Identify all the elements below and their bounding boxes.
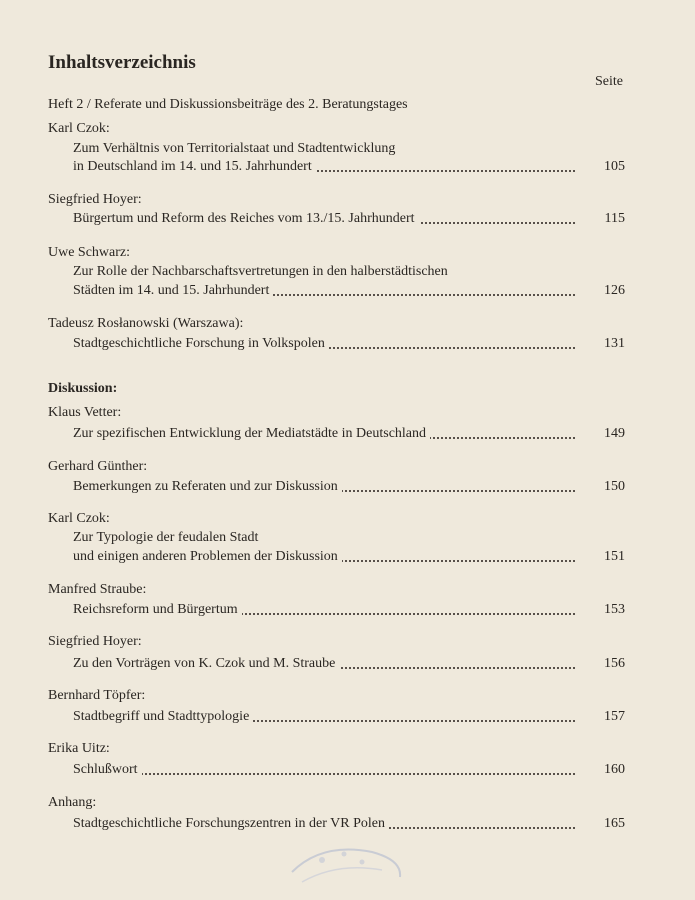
toc-entry	[73, 762, 625, 778]
entry-title-line: Zu den Vorträgen von K. Czok und M. Straube	[73, 656, 339, 671]
entry-title-line: Stadtgeschichtliche Forschungszentren in der VR Polen	[73, 816, 389, 831]
entry-title-line: Schlußwort	[73, 762, 142, 777]
entry-title-line: Zur Rolle der Nachbarschaftsvertretungen in den halberstädtischen	[73, 264, 625, 280]
entry-title-line: Zum Verhältnis von Territorialstaat und Stadtentwicklung	[73, 141, 625, 157]
page-column-label: Seite	[595, 74, 623, 89]
toc-entry	[73, 426, 625, 442]
entry-page-number: 150	[598, 479, 625, 495]
entry-page-number: 126	[598, 283, 625, 299]
heft-heading: Heft 2 / Referate und Diskussionsbeiträge des 2. Beratungstages	[48, 97, 408, 112]
entry-title-line: Zur Typologie der feudalen Stadt	[73, 530, 625, 546]
toc-entry	[73, 602, 625, 618]
entry-page-number: 165	[598, 816, 625, 832]
toc-entry	[73, 816, 625, 832]
entry-page-number: 160	[598, 762, 625, 778]
entry-page-number: 105	[598, 159, 625, 175]
entry-title-line: Städten im 14. und 15. Jahrhundert	[73, 283, 273, 298]
entry-author: Erika Uitz:	[48, 741, 110, 756]
entry-author: Anhang:	[48, 795, 97, 810]
toc-entry	[73, 656, 625, 672]
toc-entry	[73, 709, 625, 725]
entry-page-number: 115	[599, 211, 625, 227]
toc-entry	[73, 159, 625, 175]
entry-title-line: Stadtgeschichtliche Forschung in Volkspolen	[73, 336, 329, 351]
entry-page-number: 149	[598, 426, 625, 442]
entry-page-number: 157	[598, 709, 625, 725]
entry-author: Siegfried Hoyer:	[48, 192, 142, 207]
entry-title-line: Bemerkungen zu Referaten und zur Diskussion	[73, 479, 342, 494]
entry-title-line: Zur spezifischen Entwicklung der Mediatstädte in Deutschland	[73, 426, 430, 441]
entry-page-number: 131	[598, 336, 625, 352]
entry-author: Karl Czok:	[48, 511, 110, 526]
entry-page-number: 156	[598, 656, 625, 672]
entry-author: Bernhard Töpfer:	[48, 688, 146, 703]
entry-title-line: in Deutschland im 14. und 15. Jahrhundert	[73, 159, 316, 174]
entry-author: Siegfried Hoyer:	[48, 634, 142, 649]
entry-author: Manfred Straube:	[48, 582, 147, 597]
entry-author: Gerhard Günther:	[48, 459, 148, 474]
entry-title-line: Bürgertum und Reform des Reiches vom 13./15. Jahrhundert	[73, 211, 419, 226]
page-title: Inhaltsverzeichnis	[48, 52, 196, 73]
entry-author: Klaus Vetter:	[48, 405, 122, 420]
discussion-heading: Diskussion:	[48, 381, 118, 396]
entry-page-number: 151	[598, 549, 625, 565]
entry-page-number: 153	[598, 602, 625, 618]
entry-title-line: und einigen anderen Problemen der Diskussion	[73, 549, 342, 564]
entry-author: Karl Czok:	[48, 121, 110, 136]
entry-author: Uwe Schwarz:	[48, 245, 131, 260]
entry-author: Tadeusz Rosłanowski (Warszawa):	[48, 316, 244, 331]
toc-entry	[73, 211, 625, 227]
toc-entry	[73, 479, 625, 495]
toc-entry	[73, 336, 625, 352]
entry-title-line: Reichsreform und Bürgertum	[73, 602, 242, 617]
toc-entry	[73, 283, 625, 299]
faded-stamp-icon	[282, 832, 412, 892]
toc-entry	[73, 549, 625, 565]
entry-title-line: Stadtbegriff und Stadttypologie	[73, 709, 253, 724]
